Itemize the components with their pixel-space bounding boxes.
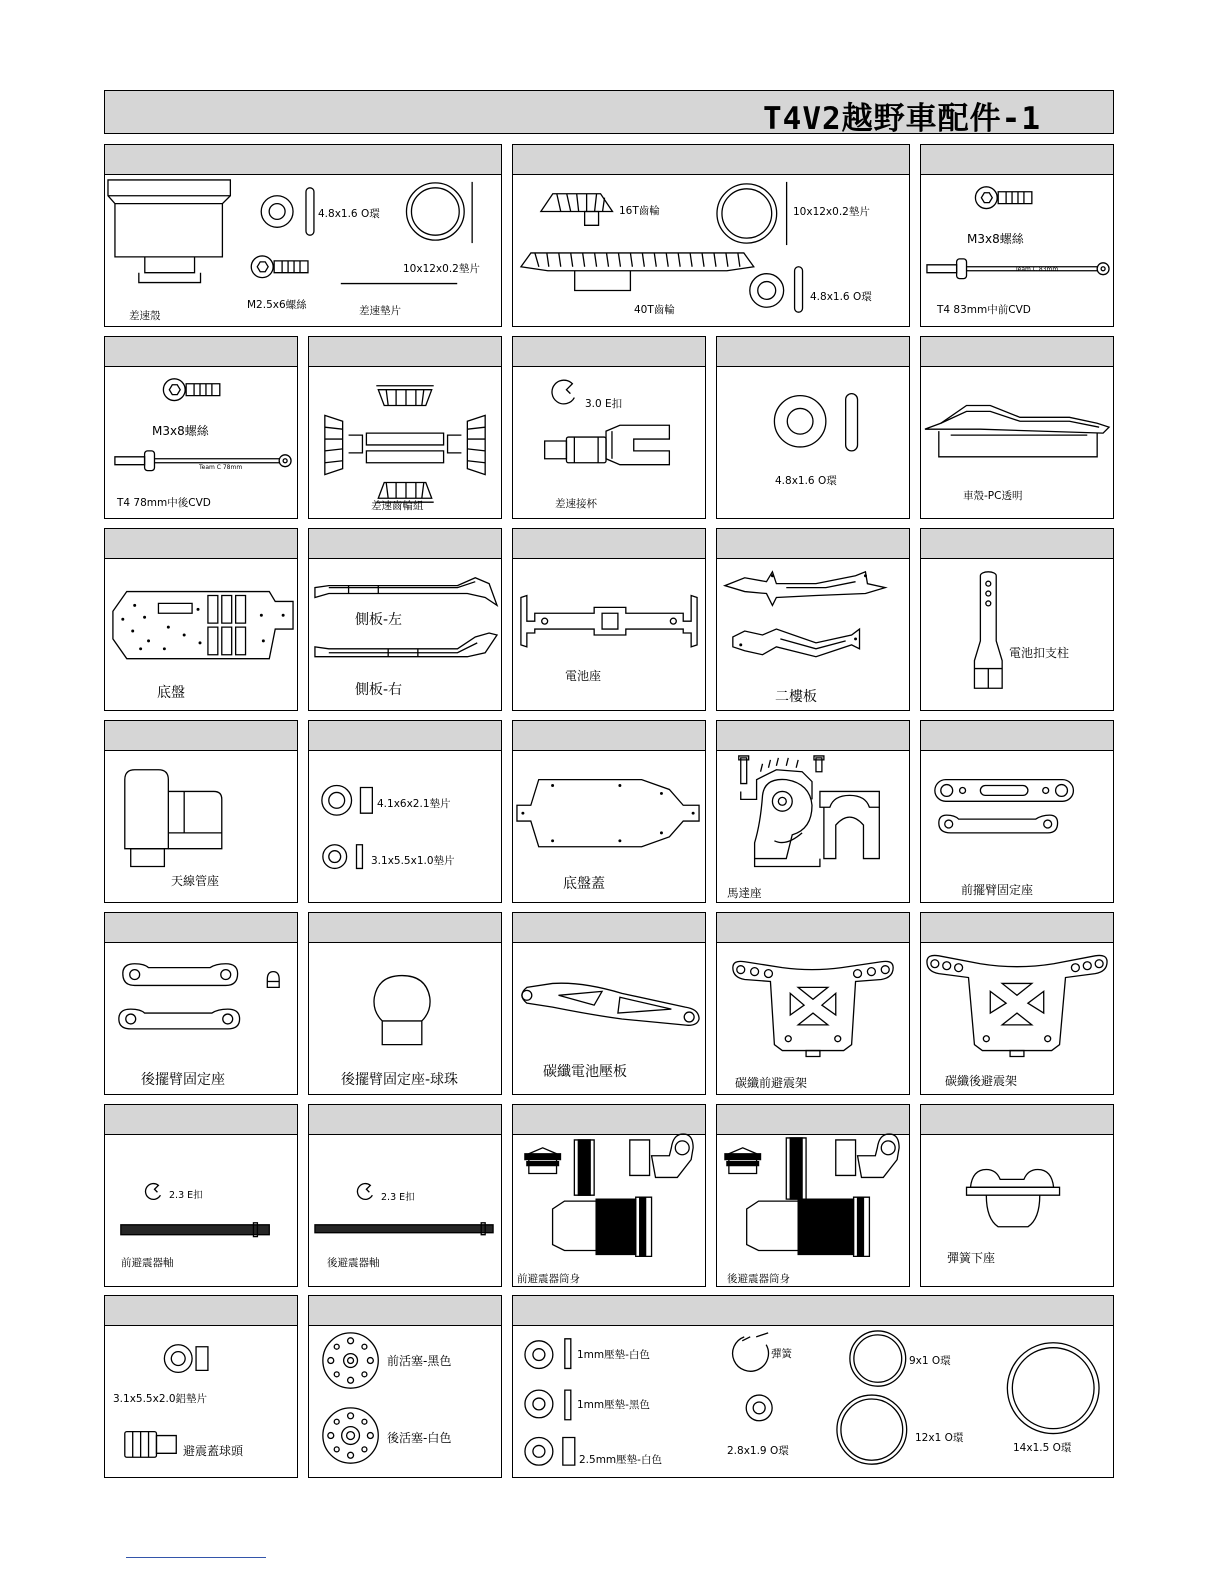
label-front-shaft: 前避震器軸 (121, 1257, 174, 1269)
part-chassis (104, 528, 298, 711)
cell-header (105, 913, 297, 943)
label-chassis: 底盤 (157, 685, 185, 701)
label-diff-shim: 差速墊片 (359, 305, 401, 317)
label-rear-tower: 碳纖後避震架 (945, 1074, 1018, 1088)
cell-header (105, 721, 297, 751)
page-title-bar (104, 90, 1114, 137)
cell-header (921, 913, 1113, 943)
label-battery-holder: 電池座 (565, 669, 602, 683)
label-40t: 40T齒輪 (634, 304, 675, 316)
label-rear-arm-ball: 後擺臂固定座-球珠 (341, 1072, 459, 1088)
label-shim: 10x12x0.2墊片 (793, 206, 870, 218)
label-rear-shaft: 後避震器軸 (327, 1257, 380, 1269)
label-cvd: T4 78mm中後CVD (117, 497, 211, 509)
cell-header (309, 913, 501, 943)
cell-header (513, 145, 909, 175)
part-oring (716, 336, 910, 519)
part-cvd-rear (104, 336, 298, 519)
part-rear-tower (920, 912, 1114, 1095)
label-oring-9: 9x1 O環 (909, 1355, 951, 1367)
cell-header (921, 145, 1113, 175)
part-motor-mount (716, 720, 910, 903)
side-plates-drawing (309, 558, 501, 710)
oring-drawing (717, 366, 909, 518)
cell-header (513, 913, 705, 943)
cell-header (921, 1105, 1113, 1135)
part-side-plates (308, 528, 502, 711)
label-battery-post: 電池扣支柱 (1009, 646, 1070, 660)
label-front-piston: 前活塞-黑色 (387, 1354, 452, 1368)
label-washer-1: 4.1x6x2.1墊片 (377, 798, 451, 810)
label-antenna: 天線管座 (171, 874, 220, 888)
label-oring: 4.8x1.6 O環 (810, 291, 872, 303)
label-screw: M2.5x6螺絲 (247, 299, 307, 311)
cell-header (105, 337, 297, 367)
cell-header (309, 1105, 501, 1135)
label-top-deck: 二樓板 (775, 689, 817, 705)
label-shim: 10x12x0.2墊片 (403, 263, 480, 275)
rear-tower-drawing (921, 942, 1113, 1094)
label-cvd-engrave: Team C 78mm (199, 464, 243, 471)
chassis-cover-drawing (513, 750, 705, 902)
label-oring-14: 14x1.5 O環 (1013, 1442, 1072, 1454)
footer-divider (126, 1557, 266, 1558)
part-battery-holder (512, 528, 706, 711)
diff-gears-drawing (309, 366, 501, 518)
part-chassis-cover (512, 720, 706, 903)
label-front-shock-body: 前避震器筒身 (517, 1273, 580, 1285)
cell-header (717, 337, 909, 367)
label-oring: 4.8x1.6 O環 (318, 208, 380, 220)
washers-drawing (309, 750, 501, 902)
cell-header (921, 337, 1113, 367)
part-diff-case (104, 144, 502, 327)
cell-header (513, 721, 705, 751)
label-motor-mount: 馬達座 (727, 886, 762, 900)
page-title: T4V2越野車配件-1 (763, 101, 1041, 137)
label-16t: 16T齒輪 (619, 205, 660, 217)
label-black-1mm: 1mm壓墊-黑色 (577, 1399, 650, 1411)
label-spring-seat: 彈簧下座 (947, 1251, 996, 1265)
label-oring: 4.8x1.6 O環 (775, 475, 837, 487)
part-front-shaft (104, 1104, 298, 1287)
label-diff-case: 差速殼 (129, 310, 161, 322)
label-front-tower: 碳纖前避震架 (735, 1076, 808, 1090)
label-spring: 彈簧 (771, 1348, 792, 1360)
label-alu-washer: 3.1x5.5x2.0鋁墊片 (113, 1393, 208, 1405)
label-rear-arm-mount: 後擺臂固定座 (141, 1072, 225, 1088)
cell-header (309, 337, 501, 367)
part-battery-post (920, 528, 1114, 711)
cell-header (513, 529, 705, 559)
motor-mount-drawing (717, 750, 909, 902)
label-cvd: T4 83mm中前CVD (937, 304, 1031, 316)
chassis-drawing (105, 558, 297, 710)
label-eclip: 2.3 E扣 (381, 1192, 415, 1203)
front-arm-mount-drawing (921, 750, 1113, 902)
label-oring-2-8: 2.8x1.9 O環 (727, 1445, 789, 1457)
top-deck-drawing (717, 558, 909, 710)
part-diff-gears (308, 336, 502, 519)
label-chassis-cover: 底盤蓋 (563, 876, 605, 892)
label-battery-strap: 碳纖電池壓板 (543, 1064, 627, 1080)
part-rear-arm-ball (308, 912, 502, 1095)
front-tower-drawing (717, 942, 909, 1094)
cell-header (105, 1105, 297, 1135)
label-eclip: 2.3 E扣 (169, 1190, 203, 1201)
cell-header (309, 529, 501, 559)
part-body (920, 336, 1114, 519)
label-side-right: 側板-右 (355, 682, 403, 698)
label-body: 車殼-PC透明 (963, 490, 1023, 502)
pistons-drawing (309, 1325, 501, 1477)
label-rear-piston: 後活塞-白色 (387, 1431, 452, 1445)
cell-header (921, 529, 1113, 559)
part-rear-arm-mount (104, 912, 298, 1095)
part-pistons (308, 1295, 502, 1478)
part-battery-strap (512, 912, 706, 1095)
label-white-2-5mm: 2.5mm壓墊-白色 (579, 1454, 662, 1466)
cell-header (921, 721, 1113, 751)
part-gears (512, 144, 910, 327)
part-washers (308, 720, 502, 903)
label-side-left: 側板-左 (355, 612, 403, 628)
label-screw: M3x8螺絲 (967, 232, 1024, 246)
cell-header (717, 721, 909, 751)
cell-header (105, 145, 501, 175)
part-alu-washer (104, 1295, 298, 1478)
label-ball-end: 避震蓋球頭 (183, 1444, 244, 1458)
label-washer-2: 3.1x5.5x1.0墊片 (371, 855, 455, 867)
battery-post-drawing (921, 558, 1113, 710)
cell-header (717, 913, 909, 943)
cell-header (513, 337, 705, 367)
part-cvd-front (920, 144, 1114, 327)
part-top-deck (716, 528, 910, 711)
cell-header (309, 721, 501, 751)
label-diff-cup: 差速接杯 (555, 498, 597, 510)
label-eclip: 3.0 E扣 (585, 398, 623, 410)
label-front-arm-mount: 前擺臂固定座 (961, 883, 1034, 897)
part-antenna (104, 720, 298, 903)
cell-header (105, 529, 297, 559)
cell-header (717, 529, 909, 559)
part-front-tower (716, 912, 910, 1095)
cell-header (513, 1296, 1113, 1326)
cell-header (513, 1105, 705, 1135)
label-rear-shock-body: 後避震器筒身 (727, 1273, 790, 1285)
part-shock-small-parts (512, 1295, 1114, 1478)
part-front-shock-body (512, 1104, 706, 1287)
cell-header (105, 1296, 297, 1326)
rear-shock-body-drawing (717, 1134, 909, 1286)
part-spring-seat (920, 1104, 1114, 1287)
label-cvd-engrave: Team C 83mm (1015, 266, 1059, 273)
part-front-arm-mount (920, 720, 1114, 903)
label-white-1mm: 1mm壓墊-白色 (577, 1349, 650, 1361)
part-rear-shaft (308, 1104, 502, 1287)
label-screw: M3x8螺絲 (152, 424, 209, 438)
cell-header (309, 1296, 501, 1326)
part-diff-cup (512, 336, 706, 519)
cell-header (717, 1105, 909, 1135)
label-oring-12: 12x1 O環 (915, 1432, 964, 1444)
battery-holder-drawing (513, 558, 705, 710)
diff-cup-drawing (513, 366, 705, 518)
part-rear-shock-body (716, 1104, 910, 1287)
label-diff-gears: 差速齒輪組 (371, 500, 424, 512)
front-shock-body-drawing (513, 1134, 705, 1286)
